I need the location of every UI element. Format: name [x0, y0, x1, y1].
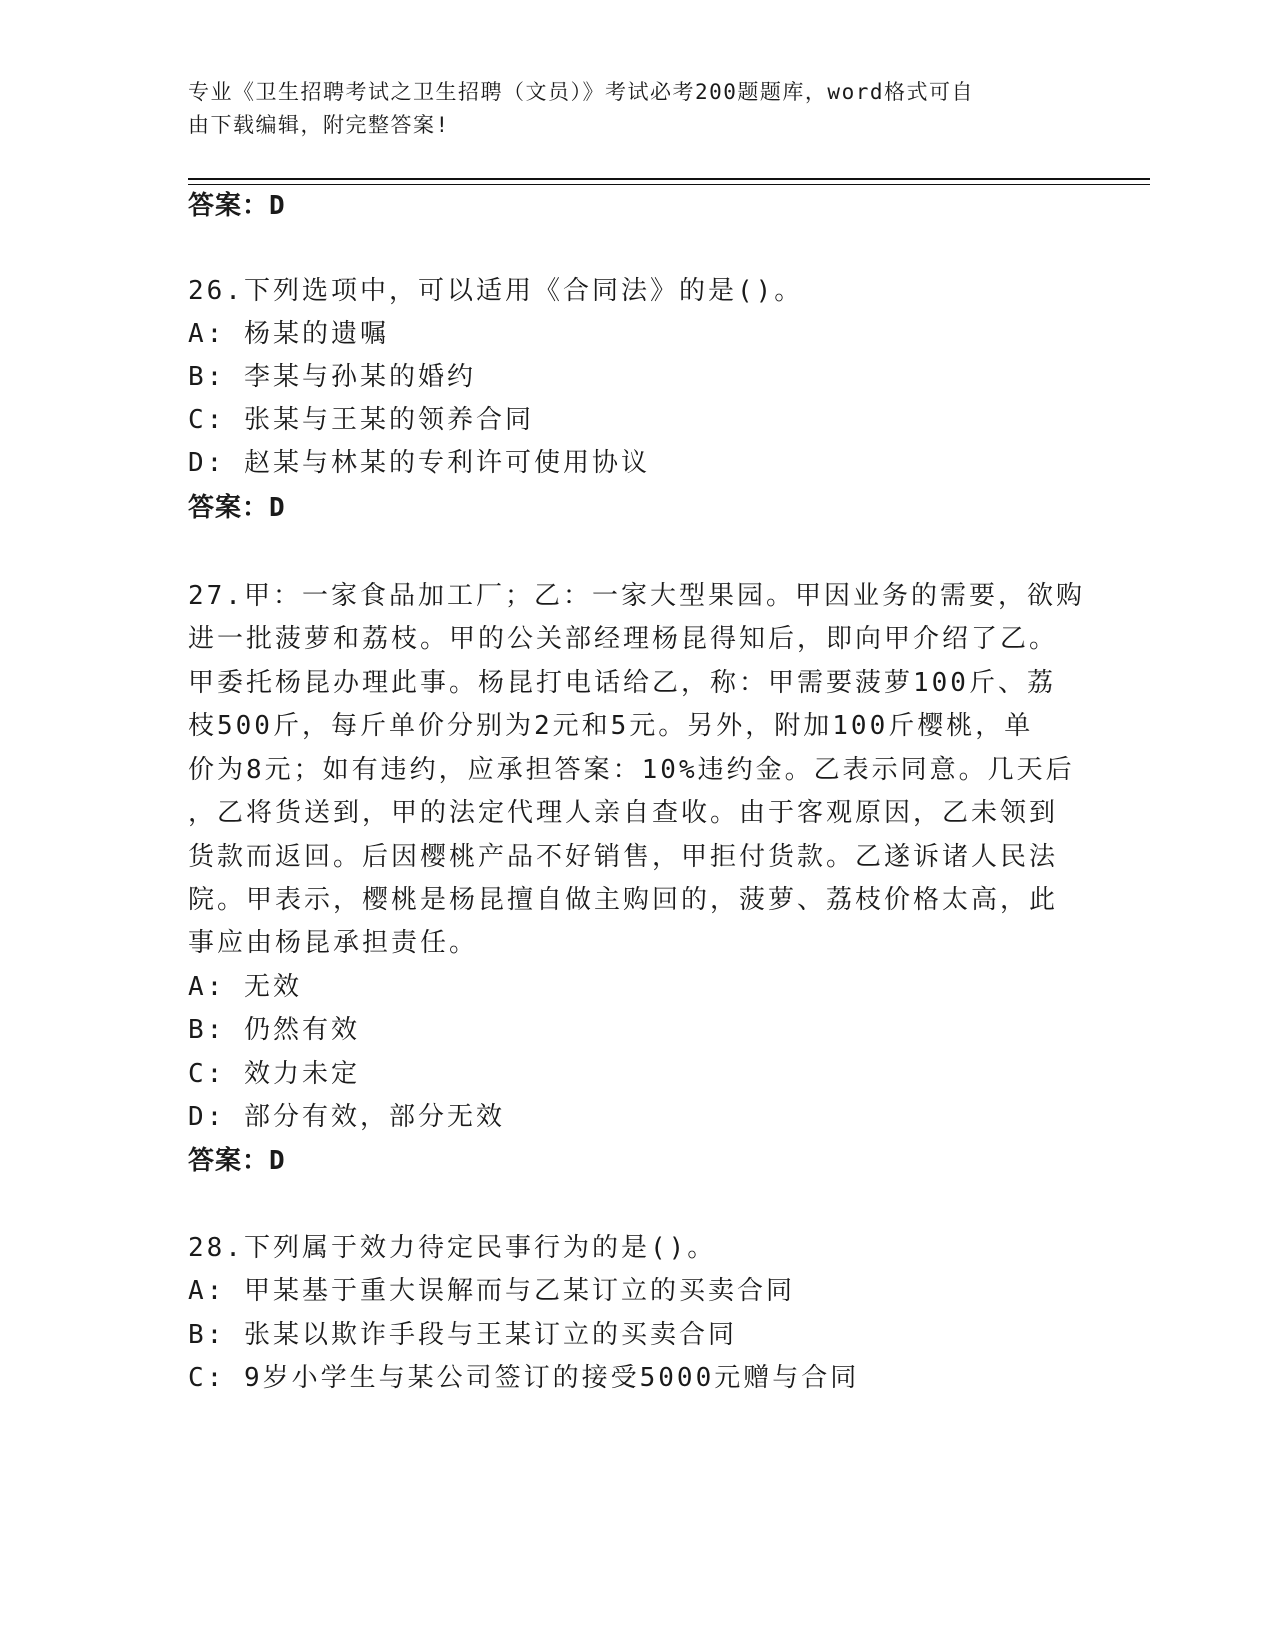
q27-stem-line: 院。甲表示，樱桃是杨昆擅自做主购回的，菠萝、荔枝价格太高，此: [188, 885, 1059, 915]
q27-stem-line: 价为8元；如有违约，应承担答案：10%违约金。乙表示同意。几天后: [188, 755, 1075, 785]
q26-answer: 答案：D: [188, 493, 286, 523]
header-divider-thin: [188, 184, 1150, 185]
header-line-1: 专业《卫生招聘考试之卫生招聘（文员）》考试必考200题题库，word格式可自: [188, 80, 974, 104]
q26-option-c: C: 张某与王某的领养合同: [188, 405, 534, 435]
q27-stem-line: 货款而返回。后因樱桃产品不好销售，甲拒付货款。乙遂诉诸人民法: [188, 842, 1059, 872]
q27-stem-line: 进一批菠萝和荔枝。甲的公关部经理杨昆得知后，即向甲介绍了乙。: [188, 624, 1059, 654]
q27-answer: 答案：D: [188, 1146, 286, 1176]
q28-option-c: C: 9岁小学生与某公司签订的接受5000元赠与合同: [188, 1363, 860, 1393]
q26-option-b: B: 李某与孙某的婚约: [188, 362, 476, 392]
q27-stem-line: 事应由杨昆承担责任。: [188, 928, 479, 958]
q27-option-c: C: 效力未定: [188, 1059, 360, 1089]
q28-option-a: A: 甲某基于重大误解而与乙某订立的买卖合同: [188, 1276, 795, 1306]
q27-option-a: A: 无效: [188, 972, 302, 1002]
q27-stem-line: 甲委托杨昆办理此事。杨昆打电话给乙，称：甲需要菠萝100斤、荔: [188, 668, 1056, 698]
document-header: [188, 76, 1068, 142]
q28-stem: 28.下列属于效力待定民事行为的是()。: [188, 1233, 717, 1263]
q27-option-b: B: 仍然有效: [188, 1015, 360, 1045]
q27-stem-line: ，乙将货送到，甲的法定代理人亲自查收。由于客观原因，乙未领到: [188, 798, 1059, 828]
q27-option-d: D: 部分有效，部分无效: [188, 1102, 505, 1132]
q27-stem-line: 27.甲：一家食品加工厂；乙：一家大型果园。甲因业务的需要，欲购: [188, 581, 1085, 611]
answer-prev: 答案：D: [188, 191, 286, 221]
q27-stem-line: 枝500斤，每斤单价分别为2元和5元。另外，附加100斤樱桃，单: [188, 711, 1034, 741]
header-line-2: 由下载编辑，附完整答案!: [188, 113, 450, 137]
header-divider: [188, 178, 1150, 180]
q26-option-a: A: 杨某的遗嘱: [188, 319, 389, 349]
q26-option-d: D: 赵某与林某的专利许可使用协议: [188, 448, 650, 478]
q26-stem: 26.下列选项中，可以适用《合同法》的是()。: [188, 276, 804, 306]
q28-option-b: B: 张某以欺诈手段与王某订立的买卖合同: [188, 1320, 737, 1350]
